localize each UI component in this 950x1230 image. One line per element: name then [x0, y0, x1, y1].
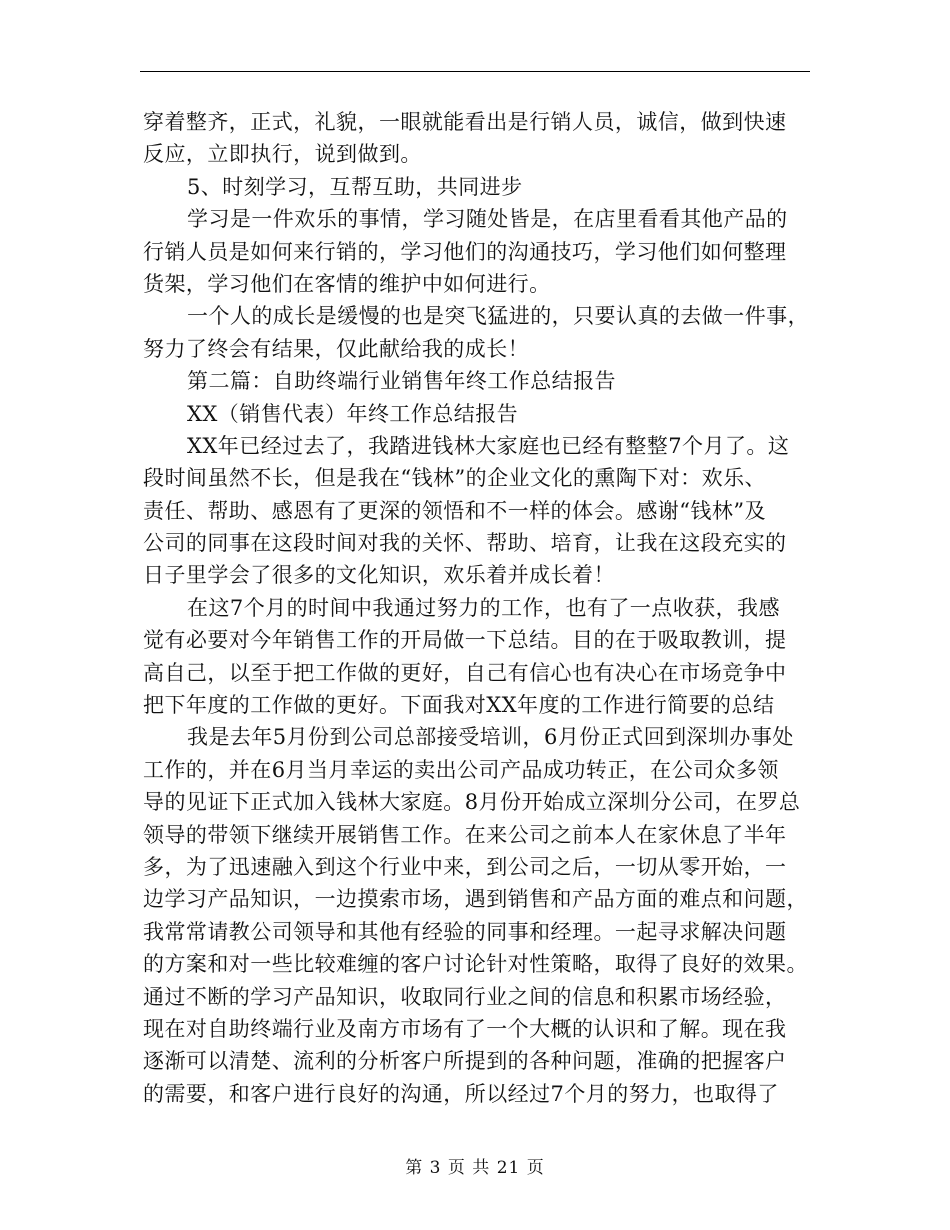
text-line: 现在对自助终端行业及南方市场有了一个大概的认识和了解。现在我	[143, 1016, 787, 1041]
text-line: 高自己，以至于把工作做的更好，自己有信心也有决心在市场竞争中	[143, 660, 787, 685]
text-line: XX年已经过去了，我踏进钱林大家庭也已经有整整7个月了。这	[187, 433, 790, 458]
text-line: 工作的，并在6月当月幸运的卖出公司产品成功转正，在公司众多领	[143, 757, 779, 782]
text-line: 我常常请教公司领导和其他有经验的同事和经理。一起寻求解决问题	[143, 919, 787, 944]
page-number-footer: 第 3 页 共 21 页	[405, 1158, 545, 1178]
text-line: 逐渐可以清楚、流利的分析客户所提到的各种问题，准确的把握客户	[143, 1049, 787, 1074]
text-line: 一个人的成长是缓慢的也是突飞猛进的，只要认真的去做一件事，	[187, 304, 810, 329]
text-line: 公司的同事在这段时间对我的关怀、帮助、培育，让我在这段充实的	[143, 531, 787, 556]
text-line: 穿着整齐，正式，礼貌，一眼就能看出是行销人员，诚信，做到快速	[143, 110, 787, 134]
text-line: 行销人员是如何来行销的，学习他们的沟通技巧，学习他们如何整理	[143, 239, 787, 264]
text-line: 日子里学会了很多的文化知识，欢乐着并成长着！	[143, 563, 615, 588]
text-line: 通过不断的学习产品知识，收取同行业之间的信息和积累市场经验，	[143, 984, 787, 1009]
text-line: 把下年度的工作做的更好。下面我对XX年度的工作进行简要的总结	[143, 693, 775, 718]
text-line: 段时间虽然不长，但是我在“钱林”的企业文化的熏陶下对：欢乐、	[143, 466, 766, 491]
text-line: 导的见证下正式加入钱林大家庭。8月份开始成立深圳分公司，在罗总	[143, 790, 801, 815]
section-heading: 第二篇：自助终端行业销售年终工作总结报告	[187, 369, 616, 394]
text-line: 货架，学习他们在客情的维护中如何进行。	[143, 271, 551, 296]
text-line: 多，为了迅速融入到这个行业中来，到公司之后，一切从零开始，一	[143, 854, 787, 879]
text-line: 的方案和对一些比较难缠的客户讨论针对性策略，取得了良好的效果。	[143, 952, 808, 977]
header-rule	[140, 71, 810, 72]
text-line: 学习是一件欢乐的事情，学习随处皆是，在店里看看其他产品的	[187, 207, 788, 232]
text-line: 我是去年5月份到公司总部接受培训，6月份正式回到深圳办事处	[187, 725, 794, 750]
section-heading: 5、时刻学习，互帮互助，共同进步	[187, 174, 523, 199]
text-line: 在这7个月的时间中我通过努力的工作，也有了一点收获，我感	[187, 595, 780, 620]
text-line: 反应，立即执行，说到做到。	[143, 142, 422, 167]
text-line: 责任、帮助、感恩有了更深的领悟和不一样的体会。感谢“钱林”及	[143, 498, 766, 523]
text-line: 领导的带领下继续开展销售工作。在来公司之前本人在家休息了半年	[143, 822, 787, 847]
text-line: 觉有必要对今年销售工作的开局做一下总结。目的在于吸取教训，提	[143, 628, 787, 653]
text-line: 边学习产品知识，一边摸索市场，遇到销售和产品方面的难点和问题，	[143, 887, 808, 912]
document-body	[143, 106, 823, 1110]
report-title: XX（销售代表）年终工作总结报告	[187, 401, 519, 426]
text-line: 的需要，和客户进行良好的沟通，所以经过7个月的努力，也取得了	[143, 1081, 779, 1106]
text-line: 努力了终会有结果，仅此献给我的成长！	[143, 336, 530, 361]
